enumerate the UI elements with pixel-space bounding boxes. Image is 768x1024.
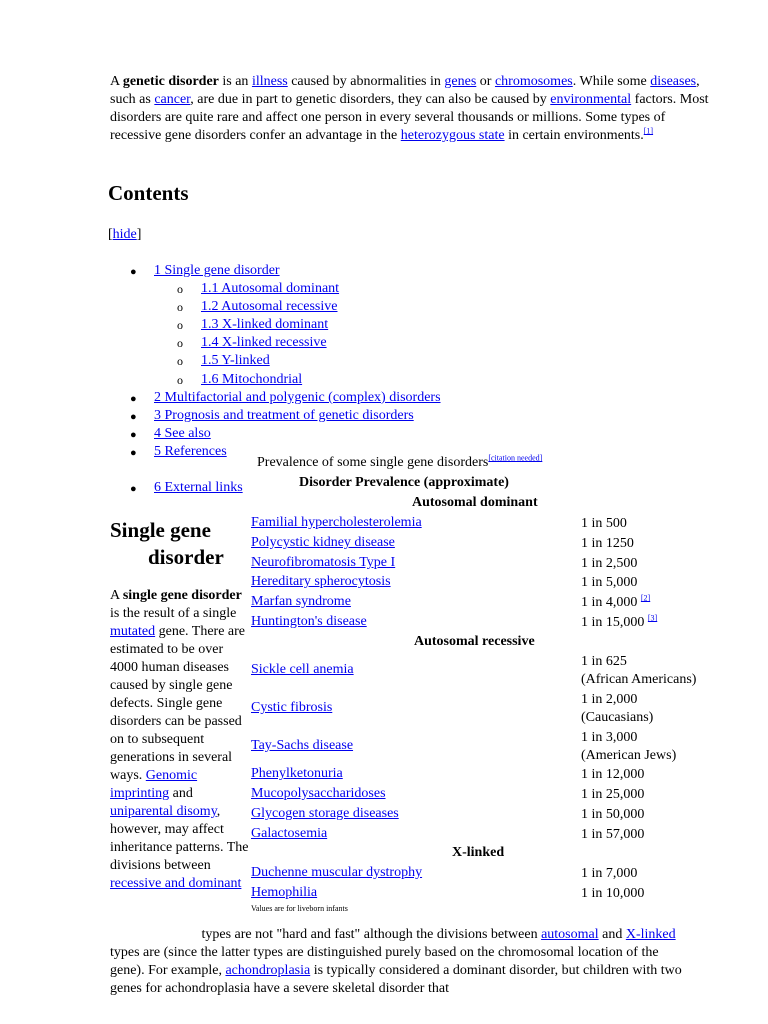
achondroplasia-link[interactable]: achondroplasia [225,963,311,978]
disorder-link[interactable]: Cystic fibrosis [251,700,333,715]
population-note: (American Jews) [581,748,677,763]
uniparental-disomy-link[interactable]: uniparental disomy [110,804,217,819]
caption-text: Prevalence of some single gene disorders [257,455,489,470]
mutated-link[interactable]: mutated [110,624,156,639]
single-gene-paragraph [110,587,250,893]
intro-text: , such as [110,74,700,107]
paragraph-text: , however, may affect inheritance patterns. The divisions between [110,804,249,873]
heading-line: disorder [148,545,224,569]
disorder-link[interactable]: Hereditary spherocytosis [251,574,391,589]
disorder-link[interactable]: Mucopolysaccharidoses [251,786,386,801]
intro-paragraph [110,73,710,145]
prevalence-value: 1 in 57,000 [581,827,645,842]
toc-item-mitochondrial[interactable]: 1.6 Mitochondrial [201,372,303,387]
single-gene-paragraph-continued [110,926,692,998]
disorder-link[interactable]: Marfan syndrome [251,594,351,609]
paragraph-text: gene. There are estimated to be over 4000 human diseases caused by single gene defects. Single gene disorders can be passed on to subsequent generations in several ways. [110,624,246,783]
disorder-link[interactable]: Tay-Sachs disease [251,738,354,753]
value-text: 1 in 15,000 [581,615,648,630]
circle-bullet-icon: o [177,300,183,314]
bullet-icon: ● [130,447,137,459]
intro-text: or [476,74,495,89]
intro-text: , are due in part to genetic disorders, they can also be caused by [190,92,551,107]
toc-item-autosomal-recessive[interactable]: 1.2 Autosomal recessive [201,299,338,314]
disorder-link[interactable]: Duchenne muscular dystrophy [251,865,423,880]
toc-item-single-gene-disorder[interactable]: 1 Single gene disorder [154,263,280,278]
toc-item-see-also[interactable]: 4 See also [154,426,211,441]
intro-text: is an [218,74,252,89]
toc-item-references[interactable]: 5 References [154,444,227,459]
bullet-icon: ● [130,411,137,423]
recessive-dominant-link[interactable]: recessive and dominant [110,876,242,891]
prevalence-value: 1 in 25,000 [581,787,645,802]
intro-text: in certain environments. [504,128,644,143]
reference-link[interactable]: [2] [640,593,651,603]
paragraph-text: and [598,927,626,942]
disorder-link[interactable]: Familial hypercholesterolemia [251,515,422,530]
disorder-link[interactable]: Hemophilia [251,885,318,900]
section-autosomal-dominant: Autosomal dominant [412,495,538,510]
prevalence-value: 1 in 500 [581,516,627,531]
intro-text: A [110,74,123,89]
paragraph-text: A [110,588,123,603]
paragraph-text: is typically considered a dominant disorder, but children with two genes for achondroplasia have a severe skeletal disorder that [110,963,682,996]
circle-bullet-icon: o [177,373,183,387]
single-gene-heading [110,517,250,571]
value-text: 1 in 2,000 [581,692,638,707]
bullet-icon: ● [130,393,137,405]
toc-item-y-linked[interactable]: 1.5 Y-linked [201,353,270,368]
genetic-disorder-term: genetic disorder [122,74,219,89]
disorder-link[interactable]: Glycogen storage diseases [251,806,399,821]
toc-item-x-linked-dominant[interactable]: 1.3 X-linked dominant [201,317,329,332]
paragraph-text: types are not "hard and fast" although the divisions between [198,927,542,942]
disorder-link[interactable]: Neurofibromatosis Type I [251,555,396,570]
disorder-link[interactable]: Huntington's disease [251,614,367,629]
reference-link[interactable]: [3] [647,613,658,623]
illness-link[interactable]: illness [251,74,288,89]
section-x-linked: X-linked [452,845,505,860]
diseases-link[interactable]: diseases [650,74,697,89]
section-autosomal-recessive: Autosomal recessive [414,634,535,649]
cancer-link[interactable]: cancer [154,92,191,107]
reference-link[interactable]: [1] [643,126,654,136]
bracket: [ [108,227,113,242]
table-footnote: Values are for liveborn infants [251,904,348,913]
disorder-link[interactable]: Polycystic kidney disease [251,535,395,550]
bracket: ] [136,227,142,242]
toc-toggle [108,227,141,243]
bullet-icon: ● [130,483,137,495]
disorder-link[interactable]: Sickle cell anemia [251,662,354,677]
toc-item-x-linked-recessive[interactable]: 1.4 X-linked recessive [201,335,327,350]
population-note: (Caucasians) [581,710,654,725]
circle-bullet-icon: o [177,336,183,350]
value-text: 1 in 3,000 [581,730,638,745]
prevalence-value: 1 in 5,000 [581,575,638,590]
genes-link[interactable]: genes [444,74,477,89]
prevalence-value [581,729,676,765]
heterozygous-state-link[interactable]: heterozygous state [400,128,505,143]
disorder-link[interactable]: Phenylketonuria [251,766,343,781]
genomic-imprinting-link[interactable]: Genomic imprinting [110,768,198,801]
intro-text: . While some [572,74,651,89]
toc-item-autosomal-dominant[interactable]: 1.1 Autosomal dominant [201,281,340,296]
value-text: 1 in 4,000 [581,595,641,610]
intro-text: caused by abnormalities in [287,74,445,89]
chromosomes-link[interactable]: chromosomes [494,74,573,89]
prevalence-value [581,594,650,612]
circle-bullet-icon: o [177,354,183,368]
hide-toc-link[interactable]: hide [112,227,137,242]
prevalence-value: 1 in 7,000 [581,866,638,881]
paragraph-text: types are (since the latter types are distinguished purely based on the chromosomal location of the gene). For example, [110,945,659,978]
prevalence-value [581,691,653,727]
x-linked-link[interactable]: X-linked [625,927,676,942]
prevalence-value [581,653,696,689]
heading-line: Single gene [110,518,211,542]
toc-item-external-links[interactable]: 6 External links [154,480,243,495]
population-note: (African Americans) [581,672,697,687]
bullet-icon: ● [130,429,137,441]
contents-heading: Contents [108,181,189,205]
circle-bullet-icon: o [177,282,183,296]
disorder-link[interactable]: Galactosemia [251,826,328,841]
table-caption [257,455,542,471]
environmental-link[interactable]: environmental [550,92,632,107]
table-header: Disorder Prevalence (approximate) [299,475,509,490]
bullet-icon: ● [130,266,137,278]
prevalence-value: 1 in 10,000 [581,886,645,901]
prevalence-value: 1 in 50,000 [581,807,645,822]
intro-text: factors. Most disorders are quite rare and affect one person in every several thousands or millions. Some types of recessive gene disorders confer an advantage in the [110,92,709,143]
prevalence-value: 1 in 1250 [581,536,634,551]
autosomal-link[interactable]: autosomal [541,927,599,942]
value-text: 1 in 625 [581,654,627,669]
single-gene-term: single gene disorder [122,588,242,603]
toc-item-multifactorial[interactable]: 2 Multifactorial and polygenic (complex) disorders [154,390,441,405]
prevalence-value: 1 in 12,000 [581,767,645,782]
toc-item-prognosis[interactable]: 3 Prognosis and treatment of genetic disorders [154,408,414,423]
prevalence-value: 1 in 2,500 [581,556,638,571]
circle-bullet-icon: o [177,318,183,332]
paragraph-text: is the result of a single [110,606,237,621]
citation-needed-link[interactable]: [citation needed] [488,453,543,463]
prevalence-value [581,614,657,632]
paragraph-text: and [169,786,193,801]
